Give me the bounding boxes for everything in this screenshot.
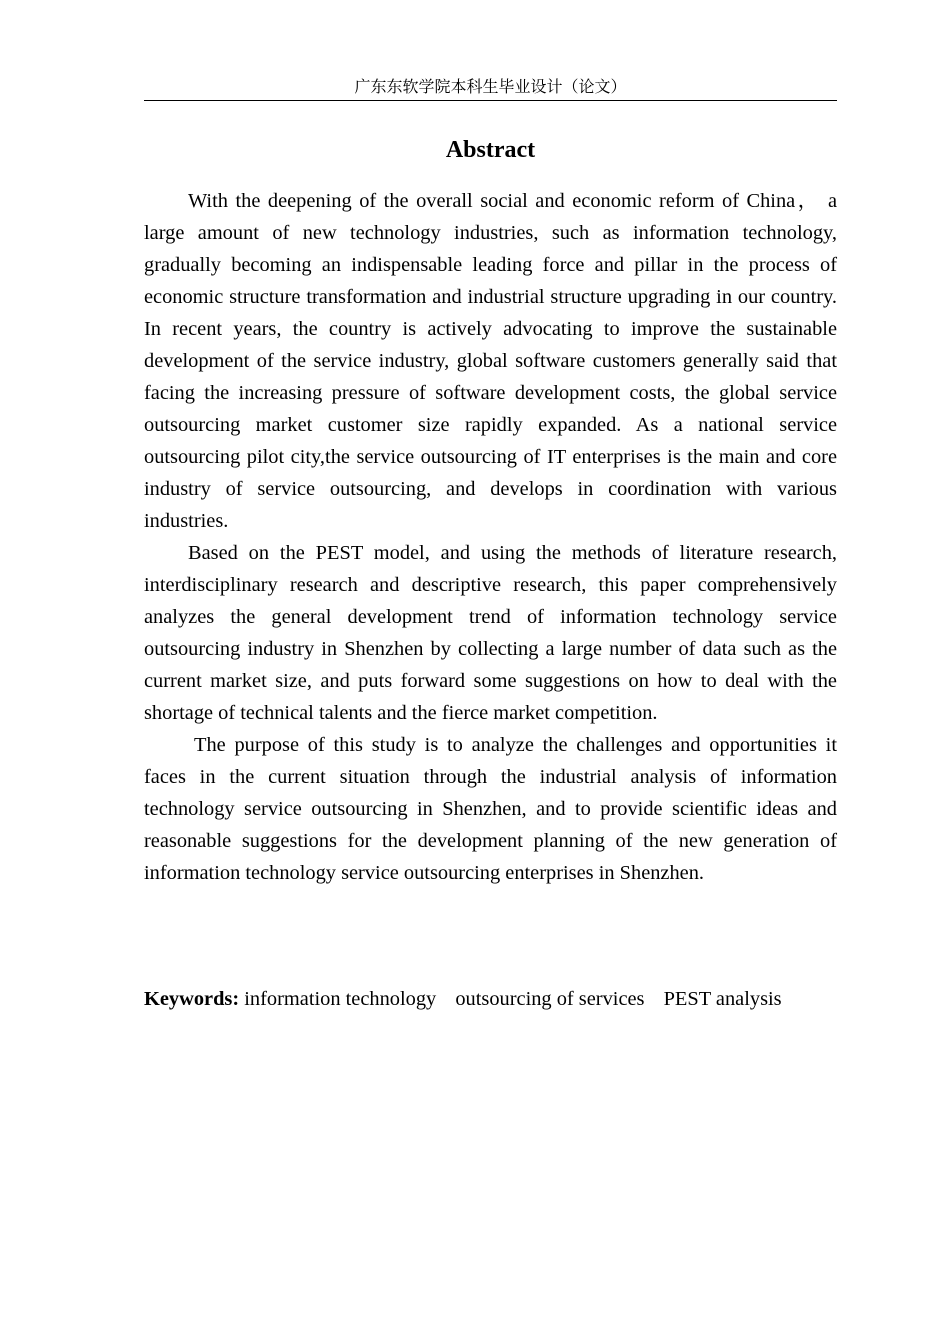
keyword-item: information technology xyxy=(244,988,437,1010)
abstract-title: Abstract xyxy=(445,137,536,163)
abstract-body xyxy=(144,185,837,889)
abstract-paragraph-1: With the deepening of the overall social and economic reform of China， a large amount of new technology industries, such as information technology, gradually becoming an indispensable leading force and pillar in the process of economic structure transformation and industrial structure upgrading in our country. In recent years, the country is actively advocating to improve the sustainable development of the service industry, global software customers generally said that facing the increasing pressure of software development costs, the global service outsourcing market customer size rapidly expanded. As a national service outsourcing pilot city,the service outsourcing of IT enterprises is the main and core industry of service outsourcing, and develops in coordination with various industries. xyxy=(144,190,837,532)
abstract-paragraph-2: Based on the PEST model, and using the methods of literature research, interdisciplinary research and descriptive research, this paper comprehensively analyzes the general development trend of information technology service outsourcing industry in Shenzhen by collecting a large number of data such as the current market size, and puts forward some suggestions on how to deal with the shortage of technical talents and the fierce market competition. xyxy=(144,542,837,724)
abstract-paragraph-3: The purpose of this study is to analyze the challenges and opportunities it faces in the current situation through the industrial analysis of information technology service outsourcing in Shenzhen, and to provide scientific ideas and reasonable suggestions for the development planning of the new generation of information technology service outsourcing enterprises in Shenzhen. xyxy=(144,734,837,884)
running-header: 广东东软学院本科生毕业设计（论文） xyxy=(354,77,627,96)
keywords-line xyxy=(144,983,854,1015)
keyword-item: PEST analysis xyxy=(663,988,782,1010)
header-rule xyxy=(144,100,837,101)
keywords-label: Keywords: xyxy=(144,988,240,1010)
keyword-item: outsourcing of services xyxy=(455,988,645,1010)
